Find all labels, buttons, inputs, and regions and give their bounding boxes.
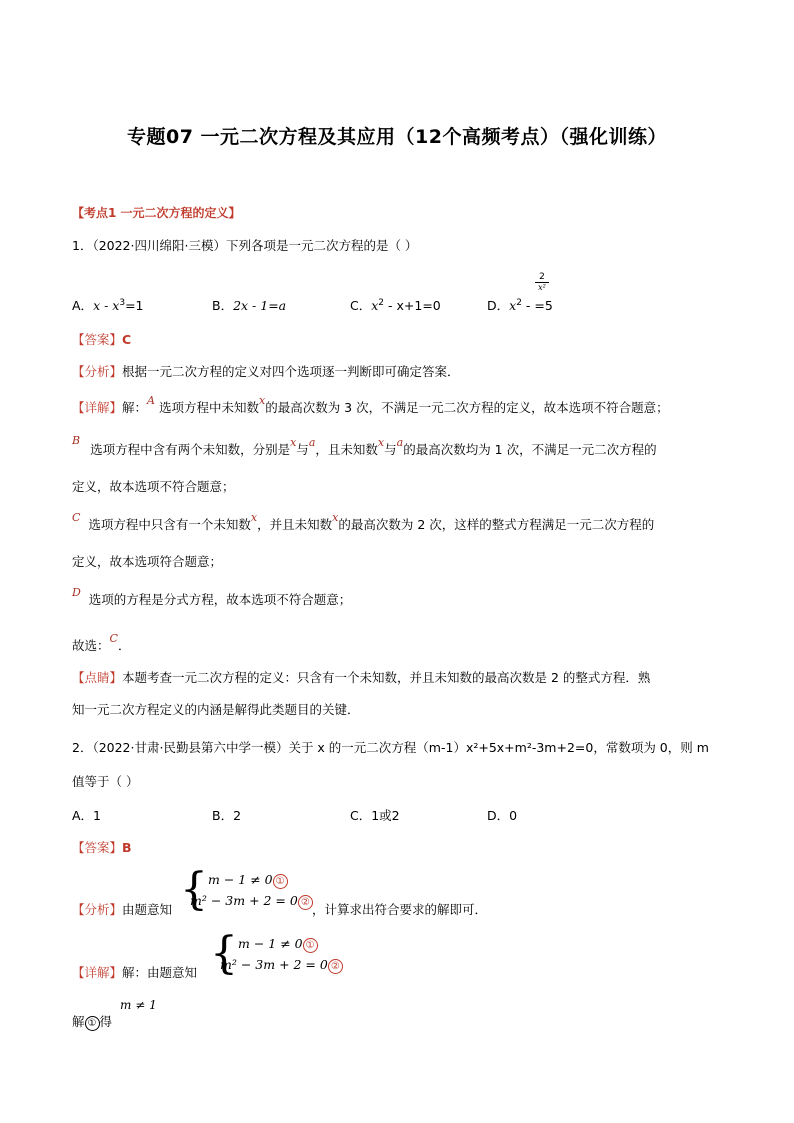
q2-solve-result: m ≠ 1	[120, 998, 157, 1012]
q1-choice: 故选：C．	[72, 632, 131, 653]
section-heading: 【考点1 一元二次方程的定义】	[72, 206, 241, 220]
q2-detail-eq2: m² − 3m + 2 = 0 ②	[220, 957, 343, 974]
q2-option-c: C．1或2	[350, 808, 400, 823]
q2-analysis-brace: {	[180, 864, 208, 915]
q1-detail-c-line1: C 选项方程中只含有一个未知数x，并且未知数x的最高次数为 2 次，这样的整式方程满足一元二次方程的	[72, 511, 655, 532]
q1-comment-line2: 知一元二次方程定义的内涵是解得此类题目的关键．	[72, 702, 360, 717]
page-title: 专题07 一元二次方程及其应用（12个高频考点）（强化训练）	[127, 126, 667, 148]
q2-analysis-eq2: m² − 3m + 2 = 0 ②	[190, 893, 313, 910]
q1-detail-b-line2: 定义，故本选项不符合题意；	[72, 479, 235, 494]
q2-option-a: A．1	[72, 808, 102, 823]
q2-analysis-lead: 【分析】由题意知	[72, 902, 173, 917]
q2-analysis-eq1: m − 1 ≠ 0 ①	[208, 872, 288, 889]
q1-comment-line1: 【点睛】本题考查一元二次方程的定义：只含有一个未知数，并且未知数的最高次数是 2 的整式方程．熟	[72, 670, 651, 685]
q1-detail-a: 【详解】解：A 选项方程中未知数x的最高次数为 3 次，不满足一元二次方程的定义，故本选项不符合题意；	[72, 394, 669, 415]
q1-detail-c-line2: 定义，故本选项符合题意；	[72, 554, 223, 569]
q2-detail-eq1: m − 1 ≠ 0 ①	[238, 936, 318, 953]
q2-solve-step: 解 ① 得	[72, 1014, 113, 1029]
q1-detail-b-line1: B 选项方程中含有两个未知数，分别是x与a，且未知数x与a的最高次数均为 1 次，不满足一元二次方程的	[72, 434, 657, 457]
question-2-stem-line1: 2．（2022·甘肃·民勤县第六中学一模）关于 x 的一元二次方程（m-1）x²+5x+m²-3m+2=0，常数项为 0，则 m	[72, 740, 709, 755]
q1-option-d: D．$x^2 - =5$	[487, 297, 553, 313]
q1-detail-d: D 选项的方程是分式方程，故本选项不符合题意；	[72, 586, 352, 607]
q1-analysis: 【分析】根据一元二次方程的定义对四个选项逐一判断即可确定答案．	[72, 364, 460, 379]
q2-analysis-tail: ，计算求出符合要求的解即可．	[312, 902, 488, 917]
question-1-stem: 1．（2022·四川绵阳·三模）下列各项是一元二次方程的是（ ）	[72, 238, 418, 253]
question-2-stem-line2: 值等于（ ）	[72, 774, 139, 789]
q2-detail-lead: 【详解】解：由题意知	[72, 965, 198, 980]
q2-option-d: D．0	[487, 808, 518, 823]
q1-option-b: B．2x - 1=a	[212, 298, 287, 313]
q2-detail-brace: {	[210, 928, 238, 979]
q1-answer: 【答案】C	[72, 332, 132, 347]
q2-option-b: B．2	[212, 808, 242, 823]
q1-option-a: A．$x - x^3=1$	[72, 297, 144, 313]
q1-option-c: C．$x^2 - x+1=0$	[350, 297, 441, 313]
q1-option-d-fraction: 2 x²	[535, 272, 549, 292]
q2-answer: 【答案】B	[72, 840, 132, 855]
